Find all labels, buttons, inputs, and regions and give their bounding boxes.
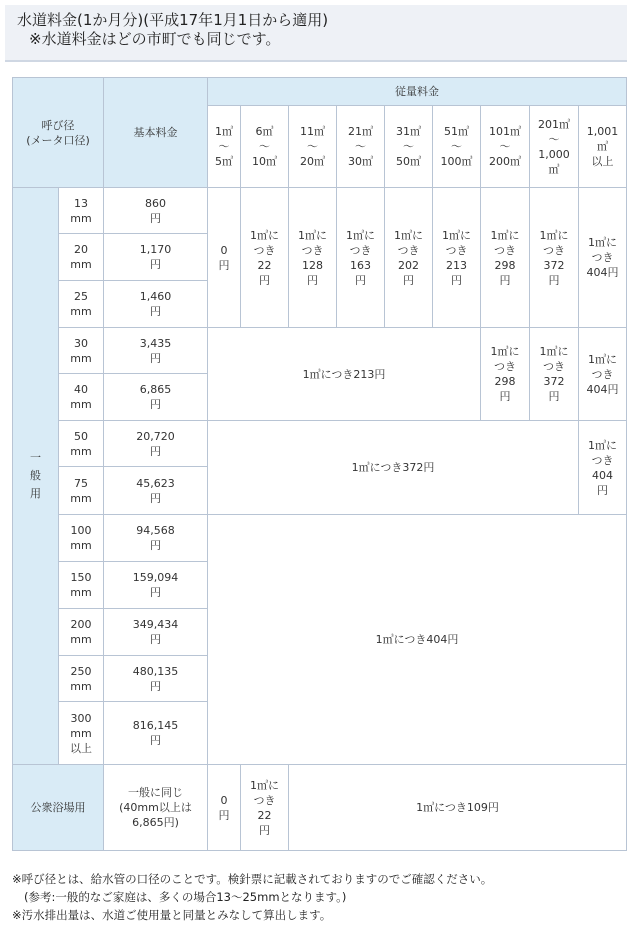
base-250: 480,135 円 [104,656,208,702]
public-bath-rest: 1㎥につき109円 [289,765,627,851]
size-100: 100 mm [59,515,104,562]
fee-g1-t201: 1㎥に つき 372 円 [530,188,579,328]
tier-header-21: 21㎥ ～ 30㎥ [337,106,385,188]
size-300: 300 mm 以上 [59,702,104,765]
note-reference: (参考:一般的なご家庭は、多くの場合13～25mmとなります。) [24,890,347,904]
fee-g1-t31: 1㎥に つき 202 円 [385,188,433,328]
base-50: 20,720 円 [104,421,208,467]
base-300: 816,145 円 [104,702,208,765]
public-bath-t1: 0 円 [208,765,241,851]
fee-g1-t1001: 1㎥に つき 404円 [579,188,627,328]
tier-header-101: 101㎥ ～ 200㎥ [481,106,530,188]
size-50: 50 mm [59,421,104,467]
fee-g1-t1: 0 円 [208,188,241,328]
tier-header-1001: 1,001 ㎥ 以上 [579,106,627,188]
size-75: 75 mm [59,467,104,515]
note-sewage: ※汚水排出量は、水道ご使用量と同量とみなして算出します。 [12,908,332,922]
tier-header-51: 51㎥ ～ 100㎥ [433,106,481,188]
title-line-1: 水道料金(1か月分)(平成17年1月1日から適用) [17,11,329,29]
note-caliber: ※呼び径とは、給水管の口径のことです。検針票に記載されておりますのでご確認ください。 [12,872,493,886]
size-25: 25 mm [59,281,104,328]
tier-header-6: 6㎥ ～ 10㎥ [241,106,289,188]
fee-g1-t51: 1㎥に つき 213 円 [433,188,481,328]
base-100: 94,568 円 [104,515,208,562]
volume-fee-header: 従量料金 [208,78,627,106]
size-250: 250 mm [59,656,104,702]
fee-g3-t1001: 1㎥に つき 404 円 [579,421,627,515]
size-200: 200 mm [59,609,104,656]
fee-g1-t101: 1㎥に つき 298 円 [481,188,530,328]
tier-header-11: 11㎥ ～ 20㎥ [289,106,337,188]
fee-g3-merged: 1㎥につき372円 [208,421,579,515]
public-bath-t6: 1㎥に つき 22 円 [241,765,289,851]
caliber-header-text: 呼び径 (メータ口径) [26,118,90,147]
size-20: 20 mm [59,234,104,281]
base-200: 349,434 円 [104,609,208,656]
fee-g1-t6: 1㎥に つき 22 円 [241,188,289,328]
size-30: 30 mm [59,328,104,374]
base-20: 1,170 円 [104,234,208,281]
general-use-label [13,188,59,765]
tier-header-1: 1㎥ ～ 5㎥ [208,106,241,188]
fee-g2-t101: 1㎥に つき 298 円 [481,328,530,421]
title-line-2: ※水道料金はどの市町でも同じです。 [29,30,281,48]
base-40: 6,865 円 [104,374,208,421]
size-40: 40 mm [59,374,104,421]
base-13: 860 円 [104,188,208,234]
size-150: 150 mm [59,562,104,609]
general-use-label-text: 一 般 用 [30,451,41,500]
tier-header-201: 201㎥ ～ 1,000 ㎥ [530,106,579,188]
base-25: 1,460 円 [104,281,208,328]
fee-g2-t201: 1㎥に つき 372 円 [530,328,579,421]
fee-g2-t1001: 1㎥に つき 404円 [579,328,627,421]
public-bath-base: 一般に同じ (40mm以上は 6,865円) [104,765,208,851]
base-fee-header: 基本料金 [104,78,208,188]
tier-header-31: 31㎥ ～ 50㎥ [385,106,433,188]
footnotes [12,870,632,924]
water-fee-table [12,77,627,851]
base-30: 3,435 円 [104,328,208,374]
fee-g1-t21: 1㎥に つき 163 円 [337,188,385,328]
public-bath-label: 公衆浴場用 [13,765,104,851]
fee-g2-merged: 1㎥につき213円 [208,328,481,421]
base-75: 45,623 円 [104,467,208,515]
size-13: 13 mm [59,188,104,234]
fee-g4-merged: 1㎥につき404円 [208,515,627,765]
page-title [5,5,627,62]
caliber-header [13,78,104,188]
fee-g1-t11: 1㎥に つき 128 円 [289,188,337,328]
base-150: 159,094 円 [104,562,208,609]
